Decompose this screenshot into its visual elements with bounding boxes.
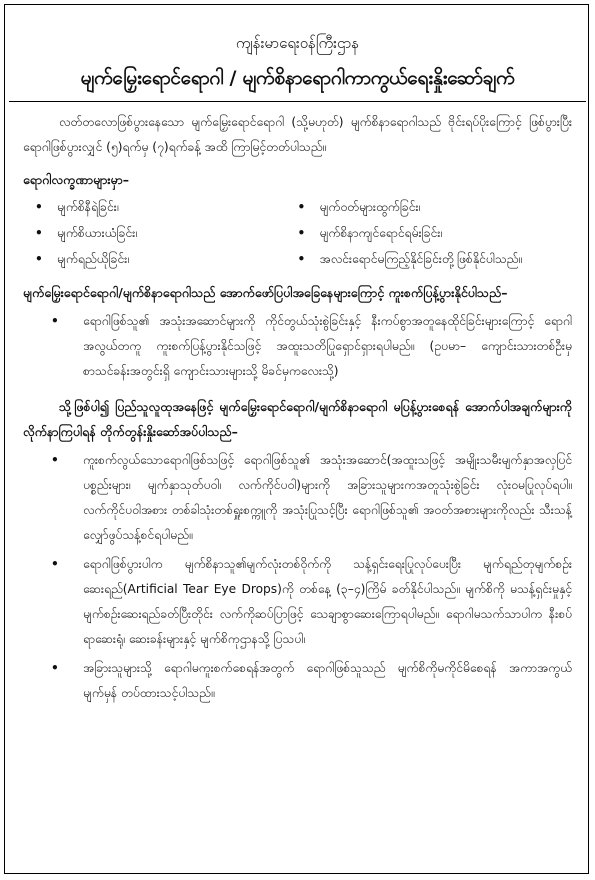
symptom-text: မျက်ဝတ်များထွက်ခြင်း၊ [319, 200, 421, 214]
recommend-item [23, 552, 572, 652]
symptom-text: မျက်ရည်ယိုခြင်း၊ [57, 252, 130, 266]
bullet-icon: • [35, 252, 43, 266]
bullet-icon: • [297, 252, 306, 266]
recommend-item [23, 656, 572, 706]
symptoms-label: ရောဂါလက္ခဏာများမှာ– [23, 172, 130, 187]
notice-title: မျက်မြှေးရောင်ရောဂါ / မျက်စိနာရောဂါကာကွယ်ရေးနှိုးဆော်ချက် [80, 67, 515, 89]
symptom-text: မျက်စိယားယံခြင်း၊ [57, 226, 138, 240]
symptom-item [23, 222, 298, 244]
bullet-icon: • [35, 200, 43, 214]
symptom-item [298, 248, 573, 270]
spread-item [23, 309, 572, 384]
recommend-text: ကူးစက်လွယ်သောရောဂါဖြစ်သဖြင့် ရောဂါဖြစ်သူ၏ အသုံးအဆောင်(အထူးသဖြင့် အမျိုးသမီးမျက်နှာအလှပြင်ပစ္စည်းများ၊ မျက်နှာသုတ်ပဝါ၊ လက်ကိုင်ပဝါ)များကို အခြားသူများကအတူသုံးစွဲခြင်း လုံးဝမပြုလုပ်ရပါ။ လက်ကိုင်ပဝါအစား တစ်ခါသုံးတစ်ရှူးစက္ကူကို အသုံးပြုသင့်ပြီး ရောဂါဖြစ်သူ၏ အဝတ်အစားများကိုလည်း သီးသန့်လျှော်ဖွပ်သန့်စင်ရပါမည်။ [83, 453, 572, 542]
recommend-item [23, 448, 572, 548]
symptom-item [23, 196, 298, 218]
symptom-item [298, 196, 573, 218]
symptom-text: မျက်စိနီရဲခြင်း၊ [57, 200, 119, 214]
symptom-text: မျက်စိနာကျင်ရောင်ရမ်းခြင်း၊ [319, 226, 443, 240]
recommend-section-title: သို့ဖြစ်ပါ၍ ပြည်သူလူထုအနေဖြင့် မျက်မြှေးရောင်ရောဂါ/မျက်စိနာရောဂါ မပြန့်ပွားစေရန် အောက်ပါအချက်များကို လိုက်နာကြပါရန် တိုက်တွန်းနှိုးဆော်အပ်ပါသည်– [23, 399, 572, 439]
intro-paragraph: လတ်တလောဖြစ်ပွားနေသော မျက်မြှေးရောင်ရောဂါ (သို့မဟုတ်) မျက်စိနာရောဂါသည် ဗိုင်းရပ်ပိုးကြောင့် ဖြစ်ပွားပြီး ရောဂါဖြစ်ပွားလျှင် (၅)ရက်မှ (၇)ရက်ခန့် အထိ ကြာမြင့်တတ်ပါသည်။ [23, 115, 572, 154]
department-name: ကျန်းမာရေးဝန်ကြီးဌာန [235, 34, 360, 52]
bullet-icon: • [297, 226, 306, 240]
symptoms-list [23, 196, 572, 270]
recommend-text: အခြားသူများသို့ ရောဂါမကူးစက်စေရန်အတွက် ရောဂါဖြစ်သူသည် မျက်စိကိုမကိုင်မိစေရန် အကာအကွယ်မျက်မှန် တပ်ထားသင့်ပါသည်။ [83, 661, 572, 700]
bullet-icon: • [51, 314, 59, 328]
bullet-icon: • [297, 200, 306, 214]
recommend-text: ရောဂါဖြစ်ပွားပါက မျက်စိနာသူ၏မျက်လုံးတစ်ဝိုက်ကို သန့်ရှင်းရေးပြုလုပ်ပေးပြီး မျက်ရည်တုမျက်စဉ်းဆေးရည်(Artificial Tear Eye Drops)ကို တစ်နေ့ (၃–၄)ကြိမ် ခတ်နိုင်ပါသည်။ မျက်စိကို မသန့်ရှင်းမှုနှင့် မျက်စဉ်းဆေးရည်ခတ်ပြီးတိုင်း လက်ကိုဆပ်ပြာဖြင့် သေချာစွာဆေးကြောရပါမည်။ ရောဂါမသက်သာပါက နီးစပ်ရာဆေးရုံ၊ ဆေးခန်းများနှင့် မျက်စိကုဌာနသို့ ပြသပါ၊ [83, 557, 572, 646]
symptom-text: အလင်းရောင်မကြည့်နိုင်ခြင်းတို့ဖြစ်နိုင်ပါသည်။ [319, 252, 523, 266]
spread-text: ရောဂါဖြစ်သူ၏ အသုံးအဆောင်များကို ကိုင်တွယ်သုံးစွဲခြင်းနှင့် နီးကပ်စွာအတူနေထိုင်ခြင်းများကြောင့် ရောဂါအလွယ်တကူ ကူးစက်ပြန့်ပွားနိုင်သဖြင့် အထူးသတိပြုရှောင်ရှားရပါမည်။ (ဥပမာ– ကျောင်းသားတစ်ဦးမှ စာသင်ခန်းအတွင်းရှိ ကျောင်းသားများသို့ မိခင်မှကလေးသို့) [83, 314, 572, 378]
notice [9, 9, 586, 871]
bullet-icon: • [51, 557, 59, 571]
spread-section-title: မျက်မြှေးရောင်ရောဂါ/မျက်စိနာရောဂါသည် အောက်ဖော်ပြပါအခြေနေများကြောင့် ကူးစက်ပြန့်ပွားနိုင်ပါသည်– [23, 285, 508, 300]
bullet-icon: • [51, 661, 59, 675]
title-divider [9, 101, 586, 102]
symptom-item [298, 222, 573, 244]
bullet-icon: • [51, 453, 59, 467]
symptom-item [23, 248, 298, 270]
bullet-icon: • [35, 226, 43, 240]
